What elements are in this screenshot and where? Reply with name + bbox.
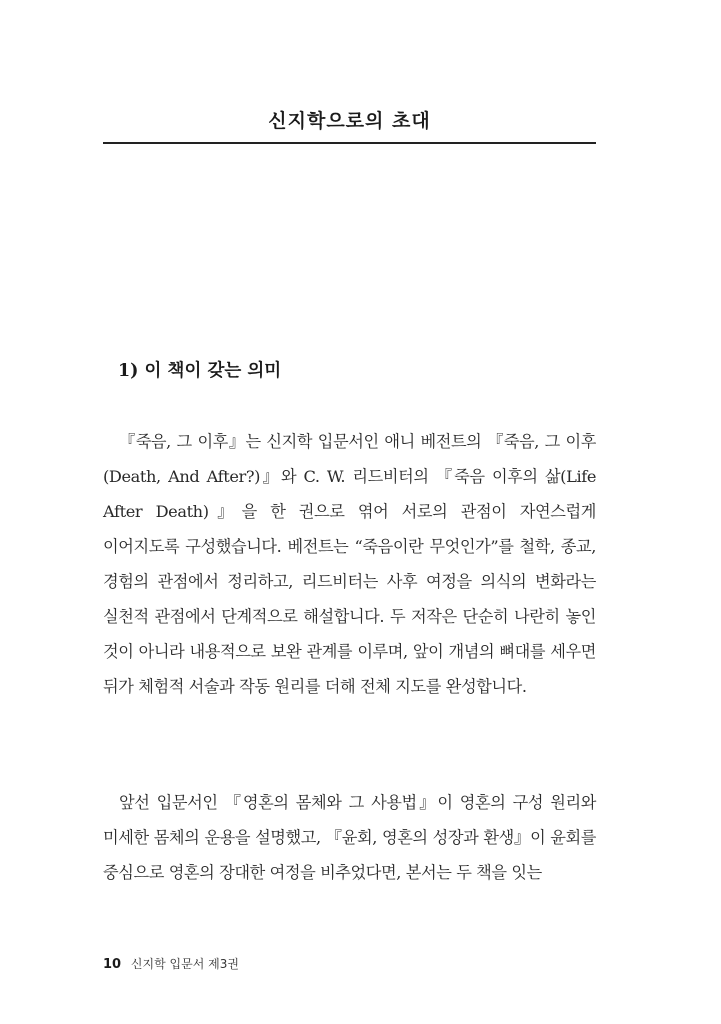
page-footer [103, 955, 239, 972]
body-paragraph-1: 『죽음, 그 이후』는 신지학 입문서인 애니 베전트의 『죽음, 그 이후(Death, And After?)』와 C. W. 리드비터의 『죽음 이후의 삶(Life After Death)』을 한 권으로 엮어 서로의 관점이 자연스럽게 이어지도록 구성했습니다. 베전트는 “죽음이란 무엇인가”를 철학, 종교, 경험의 관점에서 정리하고, 리드비터는 사후 여정을 의식의 변화라는 실천적 관점에서 단계적으로 해설합니다. 두 저작은 단순히 나란히 놓인 것이 아니라 내용적으로 보완 관계를 이루며, 앞이 개념의 뼈대를 세우면 뒤가 체험적 서술과 작동 원리를 더해 전체 지도를 완성합니다. [103, 432, 596, 696]
footer-book-title: 신지학 입문서 제3권 [130, 957, 239, 971]
body-paragraph-2: 앞선 입문서인 『영혼의 몸체와 그 사용법』이 영혼의 구성 원리와 미세한 몸체의 운용을 설명했고, 『윤회, 영혼의 성장과 환생』이 윤회를 중심으로 영혼의 장대한 여정을 비추었다면, 본서는 두 책을 잇는 [103, 793, 596, 882]
page-number: 10 [103, 957, 122, 972]
chapter-title: 신지학으로의 초대 [268, 110, 431, 132]
chapter-header [103, 100, 596, 144]
section-heading: 1) 이 책이 갖는 의미 [118, 361, 282, 381]
